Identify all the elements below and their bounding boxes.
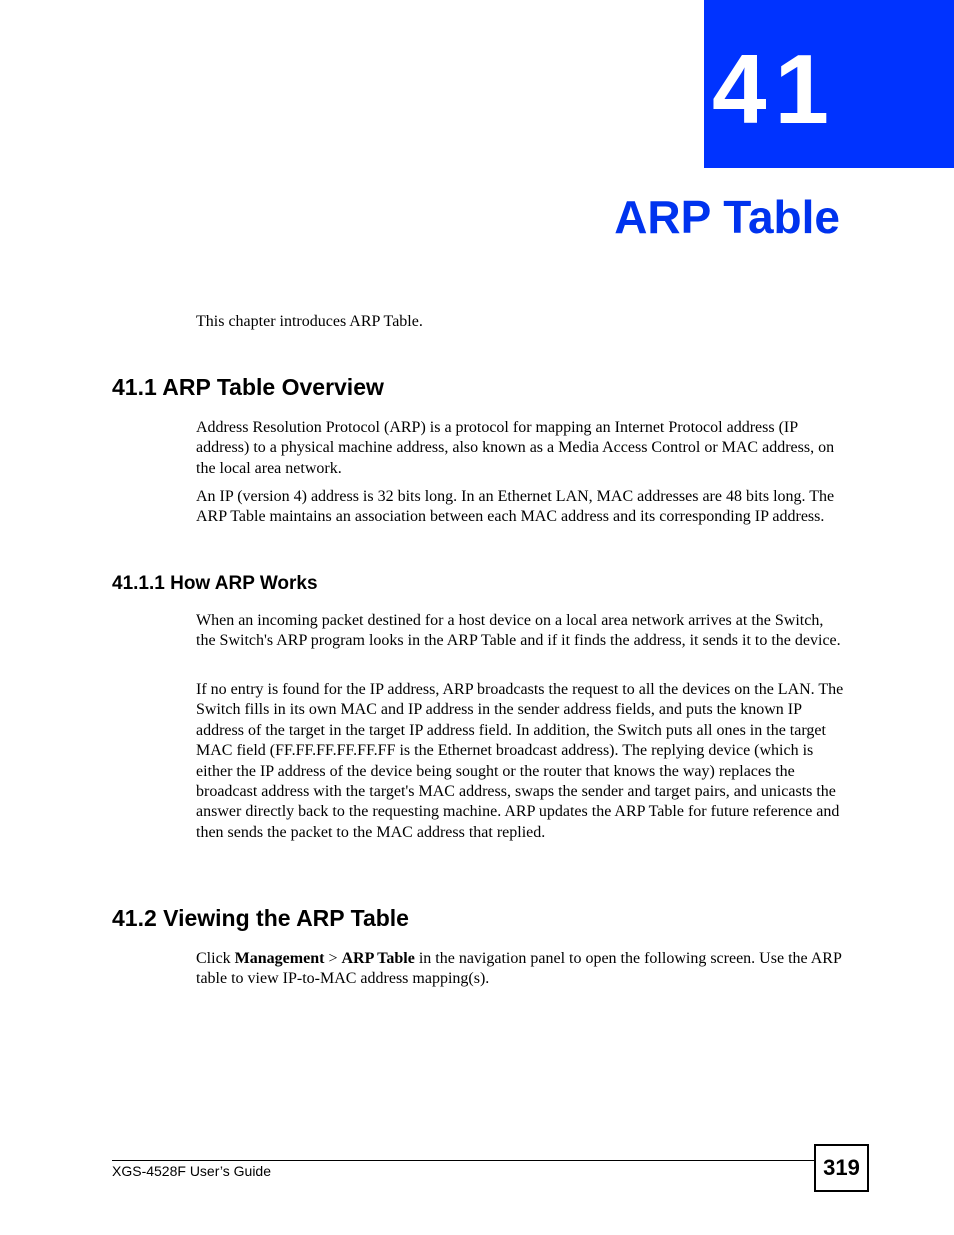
chapter-title: ARP Table: [614, 191, 840, 243]
section-41-1-1-paragraph-1: When an incoming packet destined for a host device on a local area network arrives at the Switch, the Switch's ARP program looks in the ARP Table and if it finds the address, it sends it to the device.: [196, 612, 841, 650]
section-heading-41-2: 41.2 Viewing the ARP Table: [112, 905, 409, 931]
section-heading-41-1-1: 41.1.1 How ARP Works: [112, 573, 318, 594]
nav-management: Management: [234, 950, 325, 967]
section-41-1-1-paragraph-2: If no entry is found for the IP address, ARP broadcasts the request to all the devices on the LAN. The Switch fills in its own MAC and IP address in the sender address fields, and puts the known IP address of the target in the target IP address field. In addition, the Switch puts all ones in the target MAC field (FF.FF.FF.FF.FF.FF is the Ethernet broadcast address). The replying device (which is either the IP address of the device being sought or the router that knows the way) replaces the broadcast address with the target's MAC address, swaps the sender and target pairs, and unicasts the answer directly back to the requesting machine. ARP updates the ARP Table for future reference and then sends the packet to the MAC address that replied.: [196, 681, 844, 841]
chapter-intro: This chapter introduces ARP Table.: [196, 313, 423, 330]
nav-arp-table: ARP Table: [341, 950, 415, 967]
page-number: 319: [814, 1144, 869, 1192]
section-41-2-paragraph: [196, 949, 844, 990]
chapter-number: 41: [712, 34, 838, 144]
nav-separator: >: [324, 950, 342, 967]
click-text: Click: [196, 950, 235, 967]
section-heading-41-1: 41.1 ARP Table Overview: [112, 374, 384, 400]
footer-rule: [112, 1160, 814, 1161]
section-41-1-paragraph-2: An IP (version 4) address is 32 bits long. In an Ethernet LAN, MAC addresses are 48 bits long. The ARP Table maintains an association between each MAC address and its corresponding IP address.: [196, 488, 835, 526]
footer-guide-title: XGS-4528F User’s Guide: [112, 1163, 271, 1179]
section-41-1-paragraph-1: Address Resolution Protocol (ARP) is a protocol for mapping an Internet Protocol address (IP address) to a physical machine address, also known as a Media Access Control or MAC address, on the local area network.: [196, 419, 835, 477]
paragraph-rest: in the navigation panel to open the following screen. Use the ARP table to view IP-to-MAC address mapping(s).: [196, 950, 842, 988]
